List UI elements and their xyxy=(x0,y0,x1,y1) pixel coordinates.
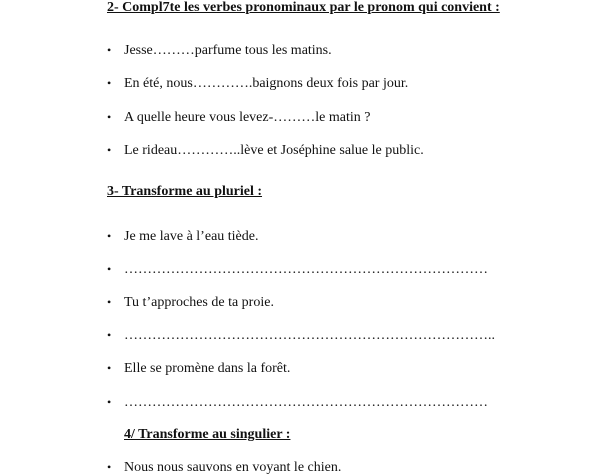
bullet: • xyxy=(107,262,112,276)
list-item-text: Je me lave à l’eau tiède. xyxy=(124,229,259,244)
answer-dots: …………………………………………………………………….. xyxy=(124,328,495,343)
bullet: • xyxy=(107,460,112,474)
list-item xyxy=(107,109,370,126)
section-2-title: 2- Compl7te les verbes pronominaux par le pronom qui convient : xyxy=(107,0,500,15)
list-item xyxy=(107,142,424,159)
answer-dots: …………………………………………………………………… xyxy=(124,395,488,410)
list-item-text: Jesse………parfume tous les matins. xyxy=(124,43,332,58)
bullet: • xyxy=(107,229,112,243)
bullet: • xyxy=(107,328,112,342)
bullet: • xyxy=(107,143,112,157)
list-item-text: A quelle heure vous levez-………le matin ? xyxy=(124,110,371,125)
section-4-title: 4/ Transforme au singulier : xyxy=(124,427,291,442)
answer-line xyxy=(107,394,488,411)
bullet: • xyxy=(107,395,112,409)
list-item-text: Nous nous sauvons en voyant le chien. xyxy=(124,460,342,475)
list-item-text: Elle se promène dans la forêt. xyxy=(124,361,291,376)
list-item xyxy=(107,294,274,311)
list-item xyxy=(107,75,408,92)
list-item-text: Le rideau…………..lève et Joséphine salue le public. xyxy=(124,143,424,158)
section-3-title: 3- Transforme au pluriel : xyxy=(107,184,263,199)
answer-dots: …………………………………………………………………… xyxy=(124,262,488,277)
bullet: • xyxy=(107,361,112,375)
list-item xyxy=(107,228,258,245)
bullet: • xyxy=(107,295,112,309)
bullet: • xyxy=(107,110,112,124)
bullet: • xyxy=(107,76,112,90)
list-item xyxy=(107,360,290,377)
list-item xyxy=(107,459,341,476)
bullet: • xyxy=(107,43,112,57)
list-item-text: Tu t’approches de ta proie. xyxy=(124,295,274,310)
list-item-text: En été, nous………….baignons deux fois par jour. xyxy=(124,76,409,91)
answer-line xyxy=(107,261,488,278)
answer-line xyxy=(107,327,495,344)
list-item xyxy=(107,42,332,59)
